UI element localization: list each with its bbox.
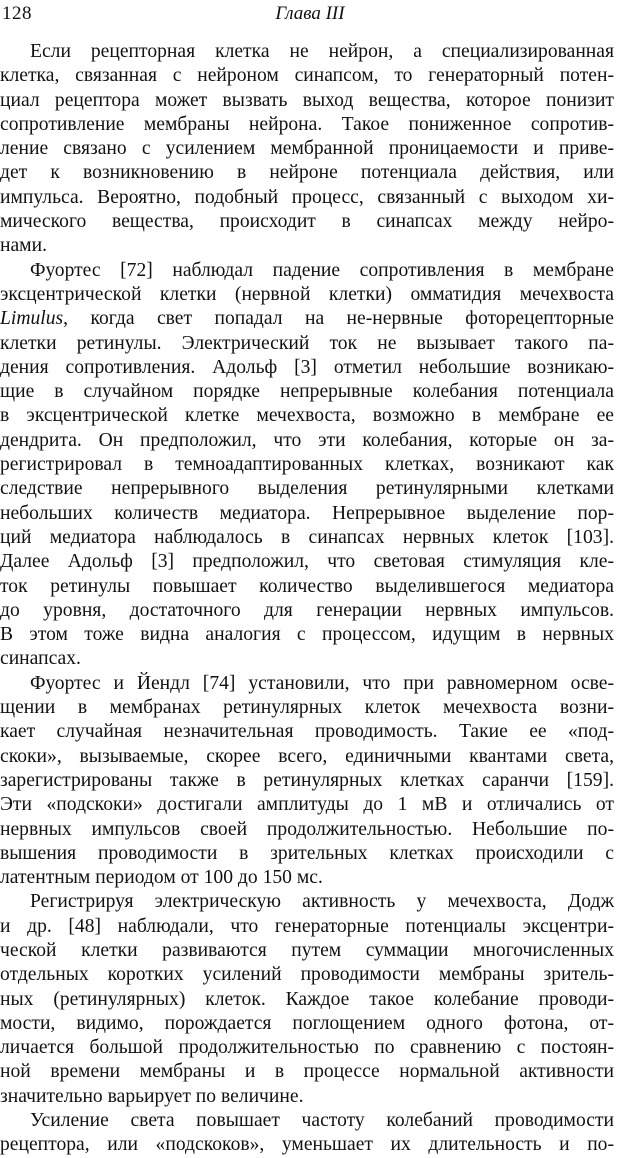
- text-line: мости, видимо, порождается поглощением одного фотона, от-: [0, 1012, 614, 1034]
- text-line: латентным периодом от 100 до 150 мс.: [0, 867, 323, 889]
- page-number: 128: [2, 3, 32, 24]
- text-line: Регистрируя электрическую активность у мечехвоста, Додж: [30, 891, 614, 913]
- text-line: скоки», вызываемые, скорее всего, единичными квантами света,: [0, 745, 614, 767]
- text-line: в эксцентрической клетке мечехвоста, возможно в мембране ее: [0, 405, 614, 427]
- text-line: Эти «подскоки» достигали амплитуды до 1 мВ и отличались от: [0, 794, 614, 816]
- chapter-running-head: Глава III: [275, 3, 345, 24]
- text-line: синапсах.: [0, 648, 81, 670]
- text-line: щении в мембранах ретинулярных клеток мечехвоста возни-: [0, 697, 614, 719]
- text-line: рецептора, или «подскоков», уменьшает их длительность и по-: [0, 1134, 614, 1156]
- text-line: импульса. Вероятно, подобный процесс, связанный с выходом хи-: [0, 186, 614, 208]
- text-line: значительно варьирует по величине.: [0, 1085, 304, 1107]
- text-line: ных (ретинулярных) клеток. Каждое такое колебание проводи-: [0, 988, 614, 1010]
- text-line: мического вещества, происходит в синапсах между нейро-: [0, 211, 614, 233]
- text-line: Если рецепторная клетка не нейрон, а специализированная: [30, 41, 614, 62]
- text-line: нервных импульсов своей продолжительностью. Небольшие по-: [0, 818, 614, 840]
- text-line: Фуортес и Йендл [74] установили, что при равномерном осве-: [30, 672, 614, 694]
- text-line: вышения проводимости в зрительных клетках происходили с: [0, 842, 614, 864]
- text-line: ций медиатора наблюдалось в синапсах нервных клеток [103].: [0, 526, 614, 548]
- page-header: [0, 3, 620, 27]
- text-line: щие в случайном порядке непрерывные колебания потенциала: [0, 381, 614, 403]
- text-line: Фуортес [72] наблюдал падение сопротивления в мембране: [30, 259, 614, 281]
- body-text: [0, 40, 614, 1158]
- text-line: до уровня, достаточного для генерации нервных импульсов.: [0, 599, 614, 621]
- text-line: ческой клетки развиваются путем суммации многочисленных: [0, 939, 614, 961]
- text-line: клетки ретинулы. Электрический ток не вызывает такого па-: [0, 332, 614, 354]
- paragraph: [0, 890, 614, 1109]
- text-line: циал рецептора может вызвать выход вещества, которое понизит: [0, 89, 614, 111]
- text-line: В этом тоже видна аналогия с процессом, идущим в нервных: [0, 624, 614, 646]
- text-line: Далее Адольф [3] предположил, что световая стимуляция кле-: [0, 551, 614, 573]
- paragraph: [0, 40, 614, 259]
- paragraph: [0, 672, 614, 891]
- text-line: дендрита. Он предположил, что эти колебания, которые он за-: [0, 429, 614, 451]
- text-line: кает случайная незначительная проводимость. Такие ее «под-: [0, 721, 614, 743]
- text-line: ток ретинулы повышает количество выделившегося медиатора: [0, 575, 614, 597]
- text-line: и др. [48] наблюдали, что генераторные потенциалы эксцентри-: [0, 915, 614, 937]
- text-line: зарегистрированы также в ретинулярных клетках саранчи [159].: [0, 769, 614, 791]
- text-line: дения сопротивления. Адольф [3] отметил небольшие возникаю-: [0, 356, 614, 378]
- text-line: следствие непрерывного выделения ретинулярными клетками: [0, 478, 614, 500]
- text-line: Limulus, когда свет попадал на не-нервные фоторецепторные: [0, 308, 614, 330]
- text-line: эксцентрической клетки (нервной клетки) омматидия мечехвоста: [0, 283, 614, 305]
- text-line: нами.: [0, 235, 47, 257]
- text-line: клетка, связанная с нейроном синапсом, то генераторный потен-: [0, 65, 614, 87]
- text-line: Усиление света повышает частоту колебаний проводимости: [30, 1110, 614, 1132]
- text-line: сопротивление мембраны нейрона. Такое пониженное сопротив-: [0, 113, 614, 135]
- text-line: небольших количеств медиатора. Непрерывное выделение пор-: [0, 502, 614, 524]
- text-line: регистрировал в темноадаптированных клетках, возникают как: [0, 454, 614, 476]
- paragraph: [0, 259, 614, 672]
- text-line: личается большой продолжительностью по сравнению с постоян-: [0, 1037, 614, 1059]
- text-line: отдельных коротких усилений проводимости мембраны зритель-: [0, 964, 614, 986]
- text-line: дет к возникновению в нейроне потенциала действия, или: [0, 162, 614, 184]
- paragraph: [0, 1109, 614, 1158]
- text-line: ление связано с усилением мембранной проницаемости и приве-: [0, 138, 614, 160]
- text-line: ной времени мембраны и в процессе нормальной активности: [0, 1061, 614, 1083]
